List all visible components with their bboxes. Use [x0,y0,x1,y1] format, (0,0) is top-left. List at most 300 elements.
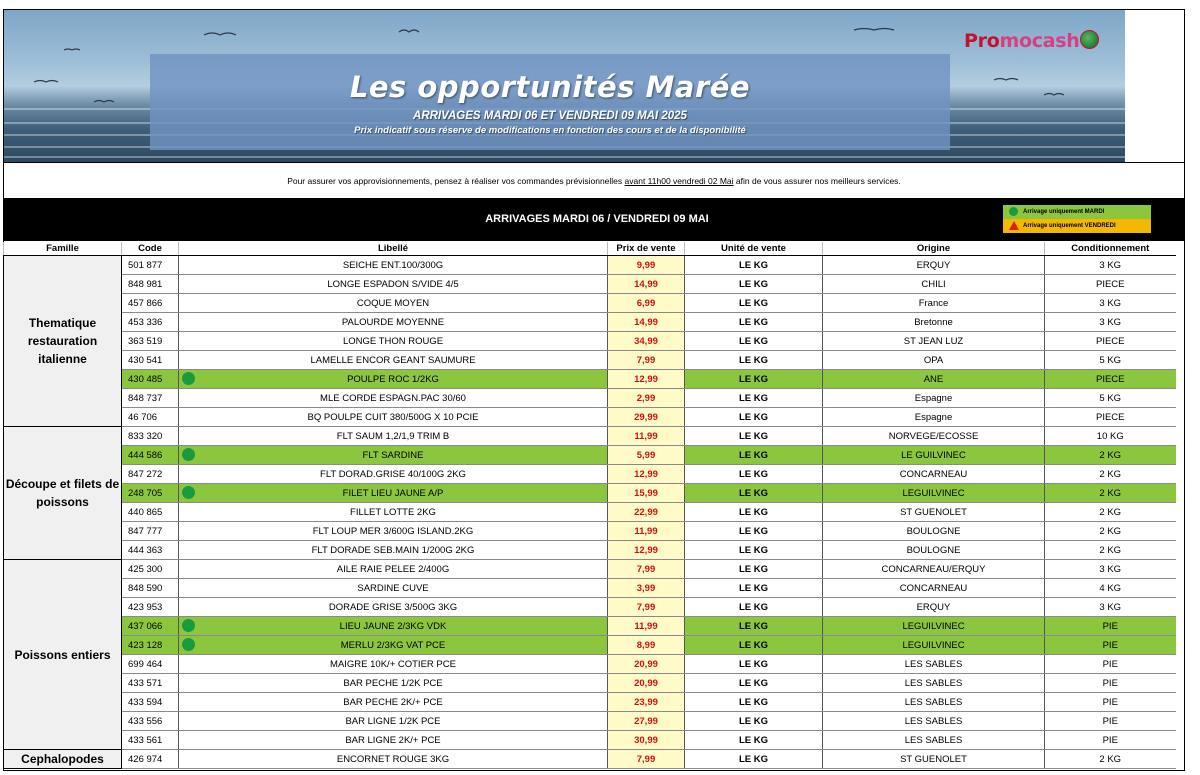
unite-cell-text: LE KG [738,696,769,708]
origine-cell-text: ERQUY [916,601,951,613]
mardi-arrival-dot-icon [182,638,195,651]
origine-cell [823,560,1045,579]
unite-cell-text: LE KG [738,335,769,347]
conditionnement-cell [1045,750,1176,769]
arrivals-subtitle: ARRIVAGES MARDI 06 ET VENDREDI 09 MAI 2025 [413,110,687,122]
prix-cell-text: 22,99 [634,506,658,518]
libelle-cell-text: FLT DORAD.GRISE 40/100G 2KG [320,468,466,480]
prix-cell-text: 7,99 [636,601,656,613]
code-cell-text: 433 571 [128,677,163,689]
unite-cell-text: LE KG [738,715,769,727]
conditionnement-cell-text: PIE [1102,639,1118,651]
conditionnement-cell [1045,522,1176,541]
libelle-cell-text: FILLET LOTTE 2KG [350,506,436,518]
unite-cell [685,674,823,693]
origine-cell [823,408,1045,427]
origine-cell-text: LEGUILVINEC [902,620,965,632]
conditionnement-cell-text: 5 KG [1099,392,1122,404]
prix-cell-text: 12,99 [634,468,658,480]
unite-cell-text: LE KG [738,392,769,404]
prix-cell [608,655,685,674]
globe-icon [1080,30,1099,49]
prix-cell-text: 23,99 [634,696,658,708]
table-row [4,693,1176,712]
table-row [4,446,1176,465]
mardi-arrival-dot-icon [182,619,195,632]
unite-cell [685,712,823,731]
prix-cell-text: 7,99 [636,753,656,765]
code-cell [122,427,179,446]
green-dot-icon [1009,207,1018,216]
conditionnement-cell-text: 5 KG [1099,354,1122,366]
family-cell: Découpe et filets de poissons [4,427,122,560]
conditionnement-cell-text: 2 KG [1099,525,1122,537]
unite-cell-text: LE KG [738,563,769,575]
table-row [4,332,1176,351]
origine-cell [823,598,1045,617]
title-panel [150,54,950,150]
libelle-cell [179,712,608,731]
conditionnement-cell [1045,541,1176,560]
code-cell-text: 847 777 [128,525,163,537]
prix-cell-text: 9,99 [636,259,656,271]
code-cell-text: 457 866 [128,297,163,309]
libelle-cell-text: COQUE MOYEN [356,297,430,309]
code-cell-text: 363 519 [128,335,163,347]
notice-text-after: afin de vous assurer nos meilleurs services. [733,176,901,186]
col-prix: Prix de vente [608,242,685,256]
libelle-cell-text: FLT SAUM 1,2/1,9 TRIM B [336,430,450,442]
unite-cell-text: LE KG [738,373,769,385]
libelle-cell [179,636,608,655]
origine-cell-text: LES SABLES [904,696,963,708]
legend-mardi-label: Arrivage uniquement MARDI [1023,209,1105,215]
conditionnement-cell-text: 10 KG [1096,430,1124,442]
col-unite: Unité de vente [685,242,823,256]
libelle-cell-text: LONGE THON ROUGE [342,335,444,347]
conditionnement-cell-text: 2 KG [1099,506,1122,518]
code-cell [122,655,179,674]
prix-cell-text: 14,99 [634,278,658,290]
origine-cell [823,446,1045,465]
libelle-cell-text: AILE RAIE PELEE 2/400G [336,563,450,575]
code-cell [122,294,179,313]
unite-cell [685,598,823,617]
prix-cell [608,541,685,560]
mardi-arrival-dot-icon [182,448,195,461]
unite-cell [685,313,823,332]
price-disclaimer: Prix indicatif sous réserve de modifications en fonction des cours et de la disponibilité [354,125,746,136]
conditionnement-cell-text: PIE [1102,677,1118,689]
unite-cell [685,275,823,294]
family-cell: Thematique restauration italienne [4,256,122,427]
conditionnement-cell [1045,313,1176,332]
conditionnement-cell [1045,560,1176,579]
origine-cell [823,484,1045,503]
table-row [4,579,1176,598]
libelle-cell-text: LONGE ESPADON S/VIDE 4/5 [327,278,459,290]
code-cell [122,408,179,427]
origine-cell-text: LEGUILVINEC [902,487,965,499]
conditionnement-cell [1045,446,1176,465]
conditionnement-cell [1045,674,1176,693]
origine-cell-text: ANE [923,373,944,385]
conditionnement-cell-text: PIE [1102,715,1118,727]
table-body [4,256,1176,769]
origine-cell-text: LEGUILVINEC [902,639,965,651]
conditionnement-cell [1045,712,1176,731]
origine-cell [823,294,1045,313]
code-cell [122,256,179,275]
libelle-cell [179,446,608,465]
prix-cell [608,712,685,731]
prix-cell-text: 34,99 [634,335,658,347]
code-cell-text: 433 556 [128,715,163,727]
unite-cell-text: LE KG [738,506,769,518]
libelle-cell-text: FLT LOUP MER 3/600G ISLAND.2KG [312,525,474,537]
conditionnement-cell [1045,598,1176,617]
code-cell [122,313,179,332]
conditionnement-cell [1045,294,1176,313]
order-notice [3,176,1185,186]
unite-cell-text: LE KG [738,620,769,632]
table-row [4,636,1176,655]
prix-cell [608,522,685,541]
unite-cell-text: LE KG [738,753,769,765]
prix-cell [608,484,685,503]
table-header-row [4,242,1176,256]
unite-cell [685,617,823,636]
divider [3,162,1185,163]
code-cell [122,465,179,484]
libelle-cell [179,275,608,294]
conditionnement-cell-text: PIE [1102,696,1118,708]
code-cell-text: 848 981 [128,278,163,290]
prix-cell-text: 11,99 [634,430,658,442]
table-row [4,370,1176,389]
table-row [4,351,1176,370]
conditionnement-cell-text: 3 KG [1099,259,1122,271]
conditionnement-cell-text: PIECE [1095,278,1125,290]
prix-cell [608,636,685,655]
libelle-cell-text: BAR LIGNE 1/2K PCE [345,715,441,727]
libelle-cell [179,541,608,560]
conditionnement-cell [1045,427,1176,446]
code-cell [122,617,179,636]
libelle-cell-text: LAMELLE ENCOR GEANT SAUMURE [310,354,476,366]
conditionnement-cell [1045,484,1176,503]
unite-cell-text: LE KG [738,601,769,613]
legend [1003,205,1151,233]
origine-cell [823,275,1045,294]
code-cell [122,541,179,560]
libelle-cell [179,256,608,275]
origine-cell-text: ST GUENOLET [900,506,967,518]
origine-cell-text: ST GUENOLET [900,753,967,765]
promocash-logo [964,30,1099,52]
code-cell-text: 423 953 [128,601,163,613]
prix-cell [608,256,685,275]
conditionnement-cell [1045,617,1176,636]
unite-cell [685,522,823,541]
code-cell-text: 440 865 [128,506,163,518]
prix-cell-text: 29,99 [634,411,658,423]
libelle-cell [179,351,608,370]
prix-cell [608,294,685,313]
legend-vendredi-label: Arrivage uniquement VENDREDI [1023,223,1116,229]
conditionnement-cell [1045,693,1176,712]
origine-cell-text: France [918,297,949,309]
libelle-cell-text: ENCORNET ROUGE 3KG [336,753,450,765]
libelle-cell [179,598,608,617]
code-cell [122,750,179,769]
table-row [4,731,1176,750]
origine-cell-text: Espagne [914,392,953,404]
table-row [4,617,1176,636]
code-cell-text: 248 705 [128,487,163,499]
prix-cell [608,503,685,522]
col-origine: Origine [823,242,1045,256]
table-row [4,674,1176,693]
sea-banner [4,10,1125,162]
conditionnement-cell-text: 2 KG [1099,544,1122,556]
origine-cell [823,503,1045,522]
conditionnement-cell-text: 3 KG [1099,316,1122,328]
conditionnement-cell [1045,579,1176,598]
libelle-cell [179,408,608,427]
unite-cell [685,332,823,351]
libelle-cell [179,750,608,769]
code-cell-text: 847 272 [128,468,163,480]
libelle-cell [179,484,608,503]
table-row [4,712,1176,731]
family-cell: Poissons entiers [4,560,122,750]
unite-cell-text: LE KG [738,677,769,689]
origine-cell [823,674,1045,693]
unite-cell [685,351,823,370]
products-table [3,242,1176,769]
unite-cell-text: LE KG [738,354,769,366]
warning-triangle-icon [1009,221,1019,230]
unite-cell [685,636,823,655]
unite-cell [685,389,823,408]
code-cell-text: 848 737 [128,392,163,404]
conditionnement-cell-text: 3 KG [1099,563,1122,575]
unite-cell [685,541,823,560]
origine-cell [823,655,1045,674]
code-cell [122,598,179,617]
code-cell [122,332,179,351]
origine-cell [823,522,1045,541]
table-row [4,484,1176,503]
code-cell [122,560,179,579]
prix-cell [608,332,685,351]
unite-cell [685,256,823,275]
origine-cell-text: BOULOGNE [906,544,961,556]
unite-cell-text: LE KG [738,487,769,499]
conditionnement-cell [1045,370,1176,389]
unite-cell [685,560,823,579]
code-cell-text: 444 363 [128,544,163,556]
libelle-cell-text: BAR PECHE 2K/+ PCE [343,696,443,708]
prix-cell [608,693,685,712]
origine-cell-text: OPA [923,354,944,366]
libelle-cell-text: SARDINE CUVE [357,582,429,594]
libelle-cell [179,427,608,446]
code-cell-text: 433 594 [128,696,163,708]
unite-cell-text: LE KG [738,411,769,423]
prix-cell-text: 20,99 [634,677,658,689]
prix-cell-text: 8,99 [636,639,656,651]
prix-cell [608,427,685,446]
code-cell [122,693,179,712]
mardi-arrival-dot-icon [182,486,195,499]
origine-cell-text: Espagne [914,411,953,423]
conditionnement-cell [1045,256,1176,275]
prix-cell-text: 6,99 [636,297,656,309]
origine-cell-text: CONCARNEAU [899,582,968,594]
conditionnement-cell-text: PIE [1102,658,1118,670]
prix-cell-text: 12,99 [634,373,658,385]
libelle-cell-text: MAIGRE 10K/+ COTIER PCE [330,658,456,670]
code-cell-text: 833 320 [128,430,163,442]
libelle-cell [179,655,608,674]
code-cell-text: 444 586 [128,449,163,461]
code-cell [122,579,179,598]
code-cell-text: 848 590 [128,582,163,594]
code-cell [122,275,179,294]
prix-cell [608,351,685,370]
prix-cell-text: 5,99 [636,449,656,461]
conditionnement-cell-text: 2 KG [1099,468,1122,480]
conditionnement-cell-text: PIECE [1095,373,1125,385]
libelle-cell [179,560,608,579]
origine-cell [823,370,1045,389]
unite-cell [685,408,823,427]
origine-cell-text: CONCARNEAU/ERQUY [881,563,986,575]
libelle-cell [179,731,608,750]
unite-cell-text: LE KG [738,582,769,594]
libelle-cell-text: MLE CORDE ESPAGN.PAC 30/60 [320,392,466,404]
libelle-cell [179,522,608,541]
conditionnement-cell [1045,332,1176,351]
libelle-cell [179,617,608,636]
libelle-cell-text: MERLU 2/3KG VAT PCE [340,639,446,651]
origine-cell [823,750,1045,769]
libelle-cell [179,465,608,484]
conditionnement-cell-text: 2 KG [1099,487,1122,499]
table-row [4,275,1176,294]
origine-cell [823,712,1045,731]
origine-cell-text: BOULOGNE [906,525,961,537]
origine-cell [823,351,1045,370]
code-cell-text: 426 974 [128,753,163,765]
prix-cell-text: 20,99 [634,658,658,670]
unite-cell-text: LE KG [738,544,769,556]
conditionnement-cell [1045,636,1176,655]
origine-cell-text: LES SABLES [904,658,963,670]
col-conditionnement: Conditionnement [1045,242,1176,256]
prix-cell [608,389,685,408]
legend-vendredi [1003,219,1151,233]
table-row [4,294,1176,313]
unite-cell [685,427,823,446]
unite-cell [685,579,823,598]
libelle-cell-text: LIEU JAUNE 2/3KG VDK [339,620,447,632]
origine-cell [823,731,1045,750]
unite-cell-text: LE KG [738,316,769,328]
origine-cell [823,541,1045,560]
prix-cell [608,617,685,636]
prix-cell [608,408,685,427]
table-row [4,560,1176,579]
table-row [4,465,1176,484]
code-cell-text: 501 877 [128,259,163,271]
origine-cell [823,693,1045,712]
conditionnement-cell-text: PIECE [1095,335,1125,347]
unite-cell [685,731,823,750]
libelle-cell-text: POULPE ROC 1/2KG [347,373,439,385]
unite-cell [685,655,823,674]
origine-cell [823,256,1045,275]
unite-cell [685,465,823,484]
code-cell [122,674,179,693]
origine-cell-text: Bretonne [914,316,953,328]
code-cell-text: 453 336 [128,316,163,328]
conditionnement-cell [1045,275,1176,294]
code-cell-text: 423 128 [128,639,163,651]
prix-cell-text: 30,99 [634,734,658,746]
table-row [4,408,1176,427]
code-cell [122,446,179,465]
unite-cell-text: LE KG [738,278,769,290]
libelle-cell [179,693,608,712]
code-cell-text: 437 066 [128,620,163,632]
origine-cell-text: LES SABLES [904,715,963,727]
libelle-cell-text: BQ POULPE CUIT 380/500G X 10 PCIE [307,411,479,423]
code-cell [122,712,179,731]
conditionnement-cell-text: 2 KG [1099,753,1122,765]
code-cell [122,389,179,408]
origine-cell-text: LE GUILVINEC [901,449,966,461]
unite-cell-text: LE KG [738,658,769,670]
libelle-cell [179,579,608,598]
libelle-cell-text: SEICHE ENT.100/300G [342,259,444,271]
prix-cell-text: 7,99 [636,563,656,575]
libelle-cell [179,313,608,332]
code-cell [122,351,179,370]
code-cell [122,484,179,503]
libelle-cell-text: BAR PECHE 1/2K PCE [343,677,443,689]
section-header-title: ARRIVAGES MARDI 06 / VENDREDI 09 MAI [485,213,709,225]
conditionnement-cell [1045,503,1176,522]
table-row [4,655,1176,674]
code-cell-text: 430 485 [128,373,163,385]
unite-cell [685,503,823,522]
libelle-cell-text: FLT SARDINE [362,449,424,461]
origine-cell-text: CHILI [921,278,946,290]
origine-cell [823,579,1045,598]
libelle-cell [179,674,608,693]
origine-cell-text: LES SABLES [904,734,963,746]
unite-cell-text: LE KG [738,430,769,442]
unite-cell-text: LE KG [738,259,769,271]
code-cell [122,370,179,389]
libelle-cell [179,294,608,313]
prix-cell-text: 2,99 [636,392,656,404]
libelle-cell [179,503,608,522]
prix-cell [608,560,685,579]
